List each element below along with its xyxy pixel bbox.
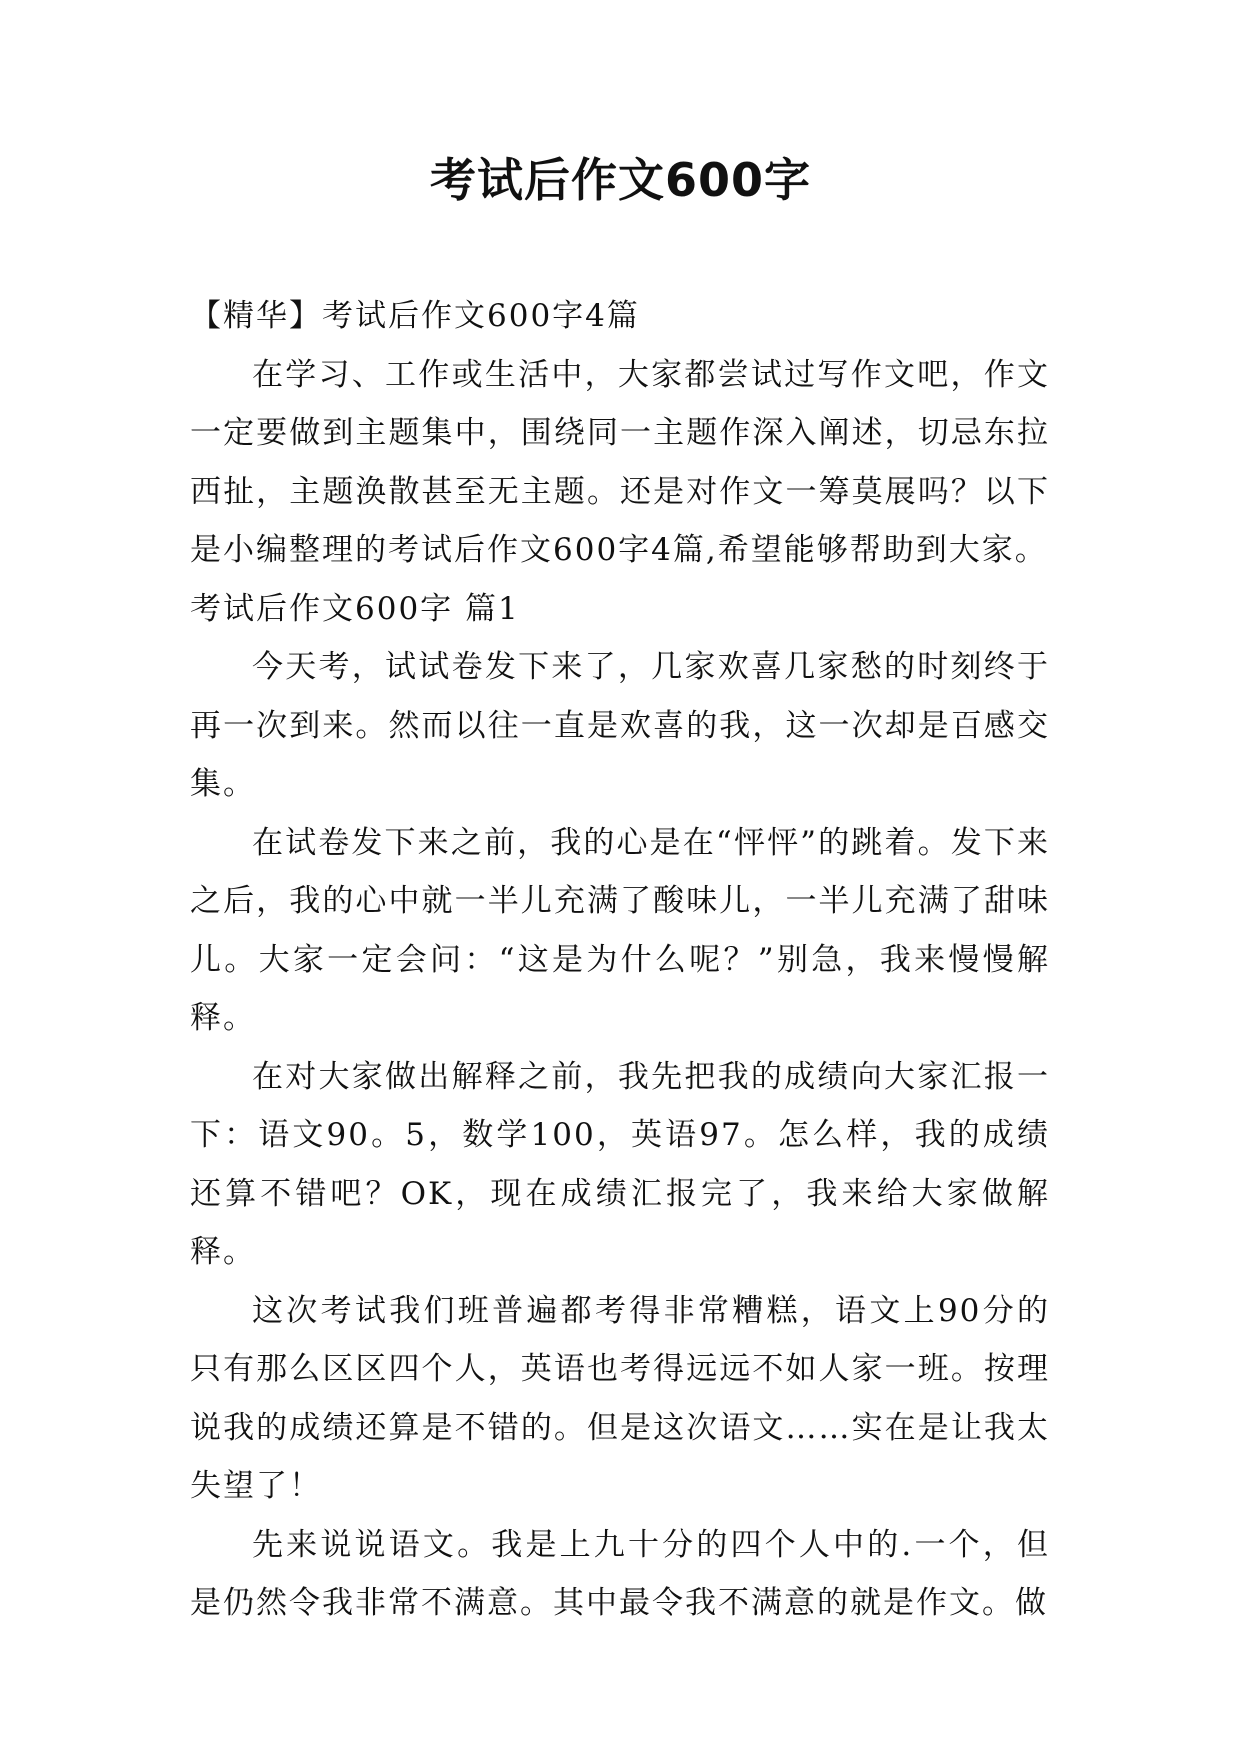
body-paragraph: 在试卷发下来之前，我的心是在“怦怦”的跳着。发下来之后，我的心中就一半儿充满了酸味儿，一半儿充满了甜味儿。大家一定会问：“这是为什么呢？”别急，我来慢慢解释。 bbox=[190, 824, 1050, 1036]
intro-paragraph: 在学习、工作或生活中，大家都尝试过写作文吧，作文一定要做到主题集中，围绕同一主题作深入阐述，切忌东拉西扯，主题涣散甚至无主题。还是对作文一筹莫展吗？以下是小编整理的考试后作文600字4篇,希望能够帮助到大家。 bbox=[190, 356, 1050, 568]
section-heading: 考试后作文600字 篇1 bbox=[190, 590, 520, 627]
body-paragraph: 先来说说语文。我是上九十分的四个人中的.一个，但是仍然令我非常不满意。其中最令我不满意的就是作文。做 bbox=[190, 1526, 1050, 1621]
body-paragraph: 今天考，试试卷发下来了，几家欢喜几家愁的时刻终于再一次到来。然而以往一直是欢喜的我，这一次却是百感交集。 bbox=[190, 649, 1050, 802]
document-body bbox=[190, 287, 1050, 1633]
body-paragraph: 这次考试我们班普遍都考得非常糟糕，语文上90分的只有那么区区四个人，英语也考得远远不如人家一班。按理说我的成绩还算是不错的。但是这次语文……实在是让我太失望了！ bbox=[190, 1292, 1050, 1504]
body-paragraph: 在对大家做出解释之前，我先把我的成绩向大家汇报一下：语文90。5，数学100，英语97。怎么样，我的成绩还算不错吧？OK，现在成绩汇报完了，我来给大家做解释。 bbox=[190, 1058, 1050, 1270]
document-title: 考试后作文600字 bbox=[429, 153, 812, 207]
document-subtitle: 【精华】考试后作文600字4篇 bbox=[190, 298, 640, 334]
